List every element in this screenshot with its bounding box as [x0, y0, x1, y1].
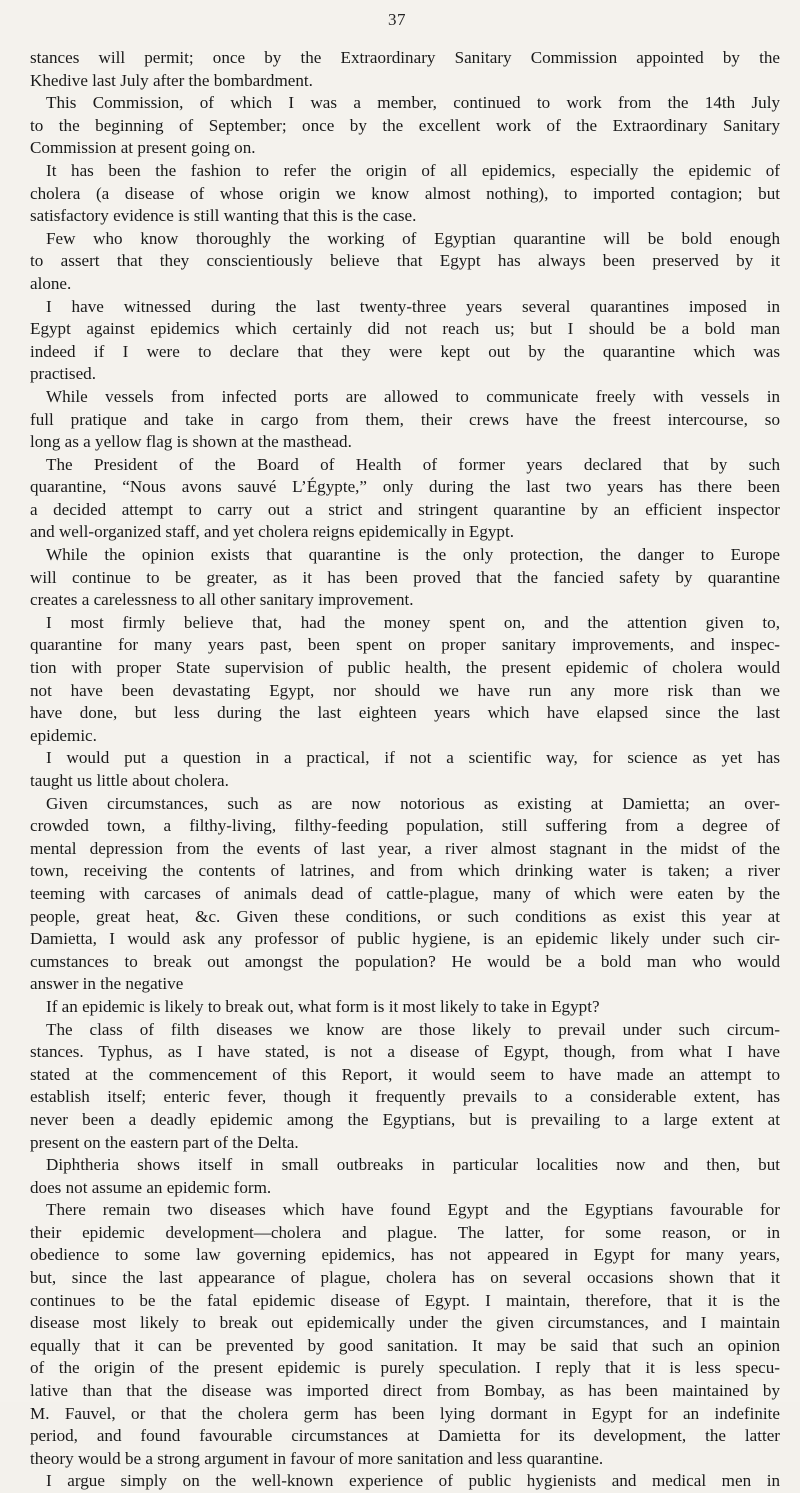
text-line: I most firmly believe that, had the money spent on, and the attention given to,: [46, 612, 780, 632]
text-line: If an epidemic is likely to break out, what form is it most likely to take in Egypt?: [46, 996, 600, 1016]
page-number: 37: [388, 10, 406, 29]
text-line: satisfactory evidence is still wanting that this is the case.: [30, 206, 417, 226]
text-line: It has been the fashion to refer the origin of all epidemics, especially the epidemic of: [46, 160, 780, 180]
text-line: not have been devastating Egypt, nor should we have run any more risk than we: [30, 680, 780, 700]
text-line: have done, but less during the last eighteen years which have elapsed since the last: [30, 703, 780, 723]
text-line: people, great heat, &c. Given these conditions, or such conditions as exist this year at: [30, 906, 780, 926]
text-line: Commission at present going on.: [30, 138, 256, 158]
text-line: of the origin of the present epidemic is purely speculation. I reply that it is less specu-: [30, 1358, 780, 1378]
text-line: practised.: [30, 364, 96, 384]
text-line: lative than that the disease was imported direct from Bombay, as has been maintained by: [30, 1381, 780, 1401]
text-line: theory would be a strong argument in favour of more sanitation and less quarantine.: [30, 1448, 604, 1468]
text-line: disease most likely to break out epidemically under the given circumstances, and I maintain: [30, 1313, 780, 1333]
text-line: Given circumstances, such as are now notorious as existing at Damietta; an over-: [46, 793, 780, 813]
text-line: cholera (a disease of whose origin we know almost nothing), to imported contagion; but: [30, 183, 780, 203]
text-line: a decided attempt to carry out a strict and stringent quarantine by an efficient inspector: [30, 499, 780, 519]
text-line: town, receiving the contents of latrines, and from which drinking water is taken; a river: [30, 861, 780, 881]
text-line: present on the eastern part of the Delta.: [30, 1132, 299, 1152]
text-line: I would put a question in a practical, if not a scientific way, for science as yet has: [46, 748, 780, 768]
text-line: alone.: [30, 273, 72, 293]
text-line: stated at the commencement of this Report, it would seem to have made an attempt to: [30, 1064, 780, 1084]
text-line: Diphtheria shows itself in small outbreaks in particular localities now and then, but: [46, 1155, 780, 1175]
body-text: [30, 47, 780, 1493]
text-line: There remain two diseases which have found Egypt and the Egyptians favourable for: [46, 1200, 780, 1220]
text-line: long as a yellow flag is shown at the masthead.: [30, 432, 352, 452]
text-line: This Commission, of which I was a member, continued to work from the 14th July: [46, 93, 780, 113]
text-line: never been a deadly epidemic among the Egyptians, but is prevailing to a large extent at: [30, 1109, 780, 1129]
text-line: stances. Typhus, as I have stated, is not a disease of Egypt, though, from what I have: [30, 1042, 780, 1062]
text-line: epidemic.: [30, 725, 97, 745]
text-line: continues to be the fatal epidemic disease of Egypt. I maintain, therefore, that it is the: [30, 1290, 780, 1310]
text-line: answer in the negative: [30, 974, 184, 994]
text-line: to the beginning of September; once by the excellent work of the Extraordinary Sanitary: [30, 115, 780, 135]
text-line: creates a carelessness to all other sanitary improvement.: [30, 590, 414, 610]
text-line: While vessels from infected ports are allowed to communicate freely with vessels in: [46, 386, 780, 406]
text-line: establish itself; enteric fever, though it frequently prevails to a considerable extent, has: [30, 1087, 780, 1107]
text-line: indeed if I were to declare that they were kept out by the quarantine which was: [30, 341, 780, 361]
text-line: period, and found favourable circumstances at Damietta for its development, the latter: [30, 1426, 780, 1446]
text-line: but, since the last appearance of plague, cholera has on several occasions shown that it: [30, 1268, 780, 1288]
text-line: quarantine, “Nous avons sauvé L’Égypte,” only during the last two years has there been: [30, 477, 780, 497]
text-line: stances will permit; once by the Extraordinary Sanitary Commission appointed by the: [30, 48, 780, 67]
text-line: obedience to some law governing epidemics, has not appeared in Egypt for many years,: [30, 1245, 780, 1265]
text-line: taught us little about cholera.: [30, 771, 229, 790]
text-line: will continue to be greater, as it has been proved that the fancied safety by quarantine: [30, 567, 780, 587]
text-line: M. Fauvel, or that the cholera germ has been lying dormant in Egypt for an indefinite: [30, 1403, 780, 1423]
text-line: to assert that they conscientiously believe that Egypt has always been preserved by it: [30, 251, 780, 271]
text-line: The President of the Board of Health of former years declared that by such: [46, 454, 780, 474]
text-line: mental depression from the events of last year, a river almost stagnant in the midst of the: [30, 838, 780, 858]
text-line: Damietta, I would ask any professor of public hygiene, is an epidemic likely under such cir-: [30, 929, 780, 949]
text-line: teeming with carcases of animals dead of cattle-plague, many of which were eaten by the: [30, 883, 780, 903]
text-line: and well-organized staff, and yet cholera reigns epidemically in Egypt.: [30, 522, 514, 542]
text-line: While the opinion exists that quarantine is the only protection, the danger to Europe: [46, 545, 780, 565]
text-line: Few who know thoroughly the working of Egyptian quarantine will be bold enough: [46, 228, 780, 248]
text-line: full pratique and take in cargo from them, their crews have the freest intercourse, so: [30, 409, 780, 429]
text-line: I argue simply on the well-known experience of public hygienists and medical men in: [46, 1471, 780, 1491]
text-line: does not assume an epidemic form.: [30, 1177, 272, 1197]
text-line: I have witnessed during the last twenty-three years several quarantines imposed in: [46, 296, 780, 316]
text-line: quarantine for many years past, been spent on proper sanitary improvements, and inspec-: [30, 635, 780, 655]
text-line: The class of filth diseases we know are those likely to prevail under such circum-: [46, 1019, 780, 1039]
text-line: Egypt against epidemics which certainly did not reach us; but I should be a bold man: [30, 319, 780, 339]
text-line: their epidemic development—cholera and plague. The latter, for some reason, or in: [30, 1222, 780, 1242]
text-line: crowded town, a filthy-living, filthy-feeding population, still suffering from a degree of: [30, 816, 780, 836]
text-line: cumstances to break out amongst the population? He would be a bold man who would: [30, 951, 780, 971]
text-line: Khedive last July after the bombardment.: [30, 70, 313, 90]
text-line: equally that it can be prevented by good sanitation. It may be said that such an opinion: [30, 1335, 780, 1355]
text-line: tion with proper State supervision of public health, the present epidemic of cholera would: [30, 658, 780, 678]
